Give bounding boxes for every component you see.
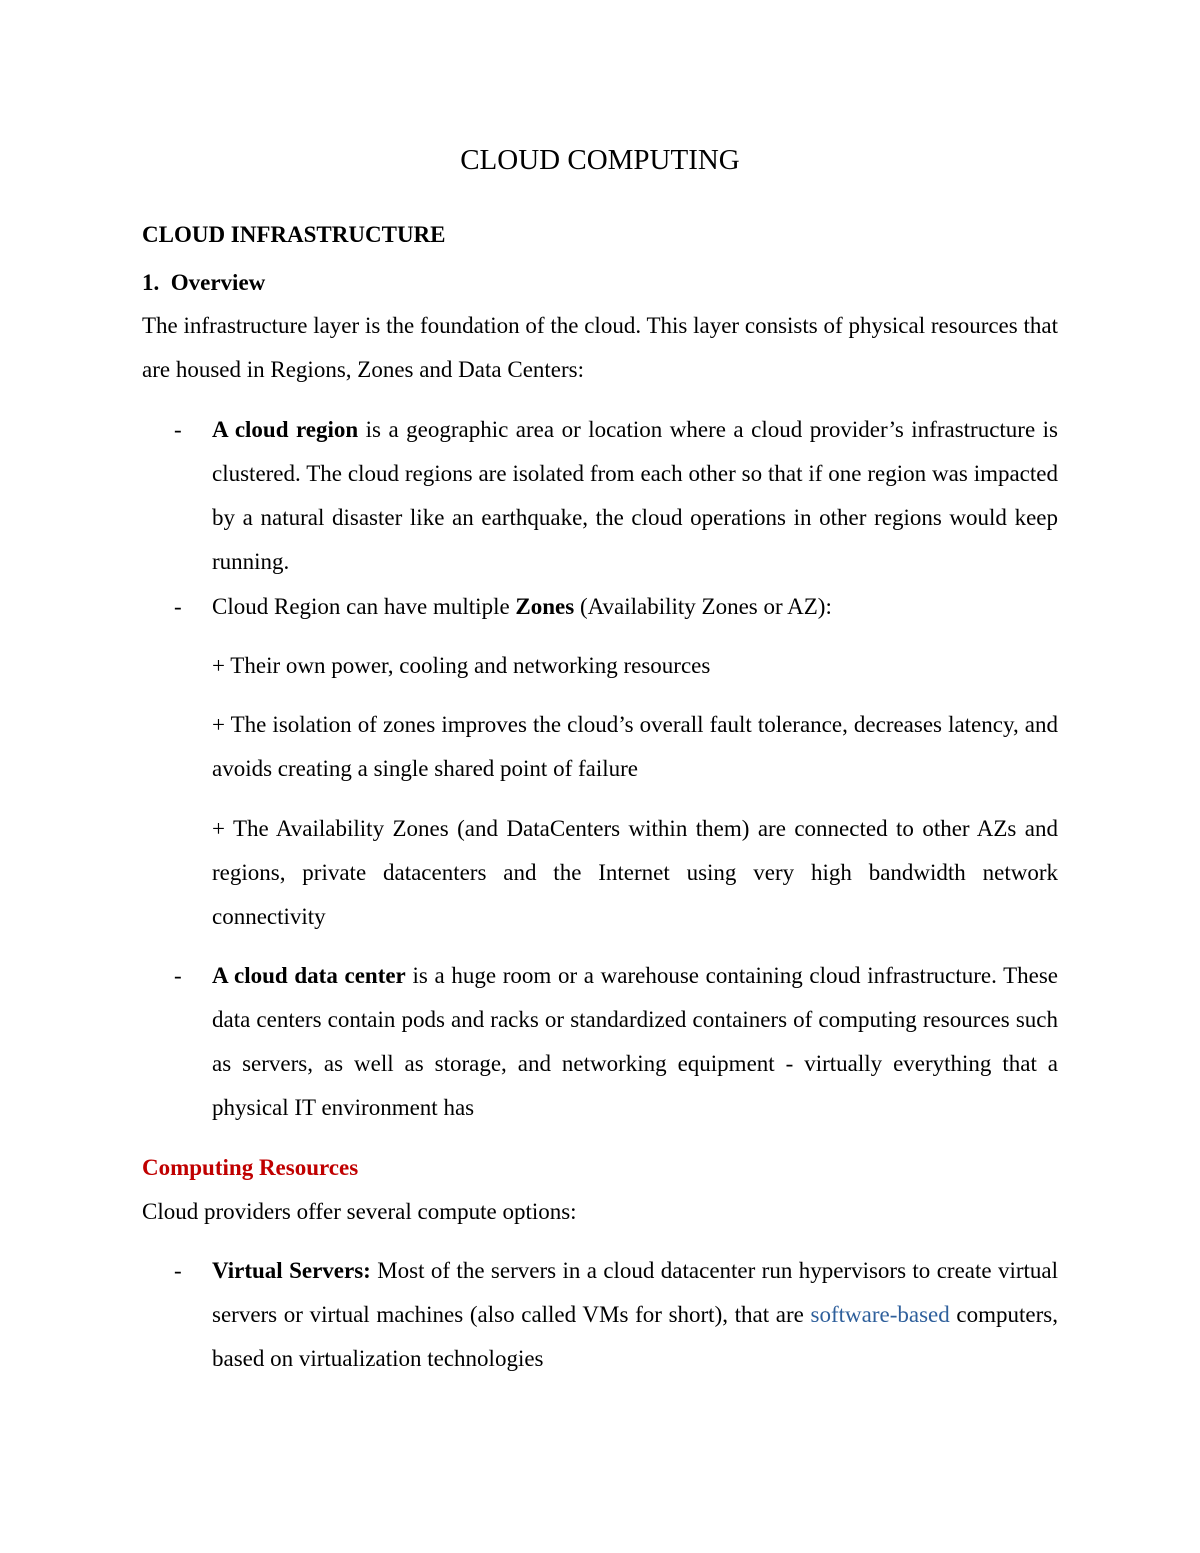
document-title: CLOUD COMPUTING	[460, 144, 740, 176]
bullet-text-before: Cloud Region can have multiple	[212, 594, 516, 619]
bullet-dash: -	[174, 1258, 182, 1283]
software-based-link[interactable]: software-based	[810, 1302, 950, 1327]
bullet-text: is a huge room or a warehouse containing cloud infrastructure. These data centers contain pods and racks or standardized containers of computing resources such as servers, as well as storage, and networking equipment - virtually everything that a physical IT environment has	[212, 963, 1059, 1120]
bullet-text-before: Most of the servers in a cloud datacenter run hypervisors to create virtual servers or virtual machines (also called VMs for short), that are	[212, 1258, 1059, 1327]
overview-heading	[142, 268, 265, 298]
zone-point-isolation: + The isolation of zones improves the cloud’s overall fault tolerance, decreases latency, and avoids creating a single shared point of failure	[212, 712, 1058, 781]
bullet-body	[212, 408, 1058, 584]
bullet-text: is a geographic area or location where a cloud provider’s infrastructure is clustered. The cloud regions are isolated from each other so that if one region was impacted by a natural disaster like an earthquake, the cloud operations in other regions would keep running.	[212, 417, 1058, 574]
bullet-dash: -	[174, 594, 182, 619]
overview-intro: The infrastructure layer is the foundation of the cloud. This layer consists of physical resources that are housed in Regions, Zones and Data Centers:	[142, 313, 1058, 382]
bullet-bold-term: Zones	[515, 594, 575, 619]
bullet-text-after: (Availability Zones or AZ):	[574, 594, 832, 619]
bullet-text-after: computers, based on virtualization technologies	[212, 1302, 1058, 1371]
bullet-body	[212, 585, 1058, 629]
section-heading: CLOUD INFRASTRUCTURE	[142, 222, 446, 247]
computing-resources-heading: Computing Resources	[142, 1155, 359, 1180]
zone-point-connectivity: + The Availability Zones (and DataCenters within them) are connected to other AZs and regions, private datacenters and the Internet using very high bandwidth network connectivity	[212, 816, 1058, 929]
bullet-dash: -	[174, 417, 182, 442]
bullet-bold-term: A cloud data center	[212, 963, 406, 988]
bullet-bold-term: A cloud region	[212, 417, 359, 442]
overview-number: 1.	[142, 270, 160, 295]
zone-point-power: + Their own power, cooling and networking resources	[212, 653, 711, 678]
bullet-body	[212, 1249, 1058, 1381]
bullet-dash: -	[174, 963, 182, 988]
bullet-body	[212, 954, 1058, 1130]
computing-intro: Cloud providers offer several compute options:	[142, 1199, 577, 1224]
bullet-bold-term: Virtual Servers:	[212, 1258, 371, 1283]
overview-label: Overview	[170, 270, 266, 295]
